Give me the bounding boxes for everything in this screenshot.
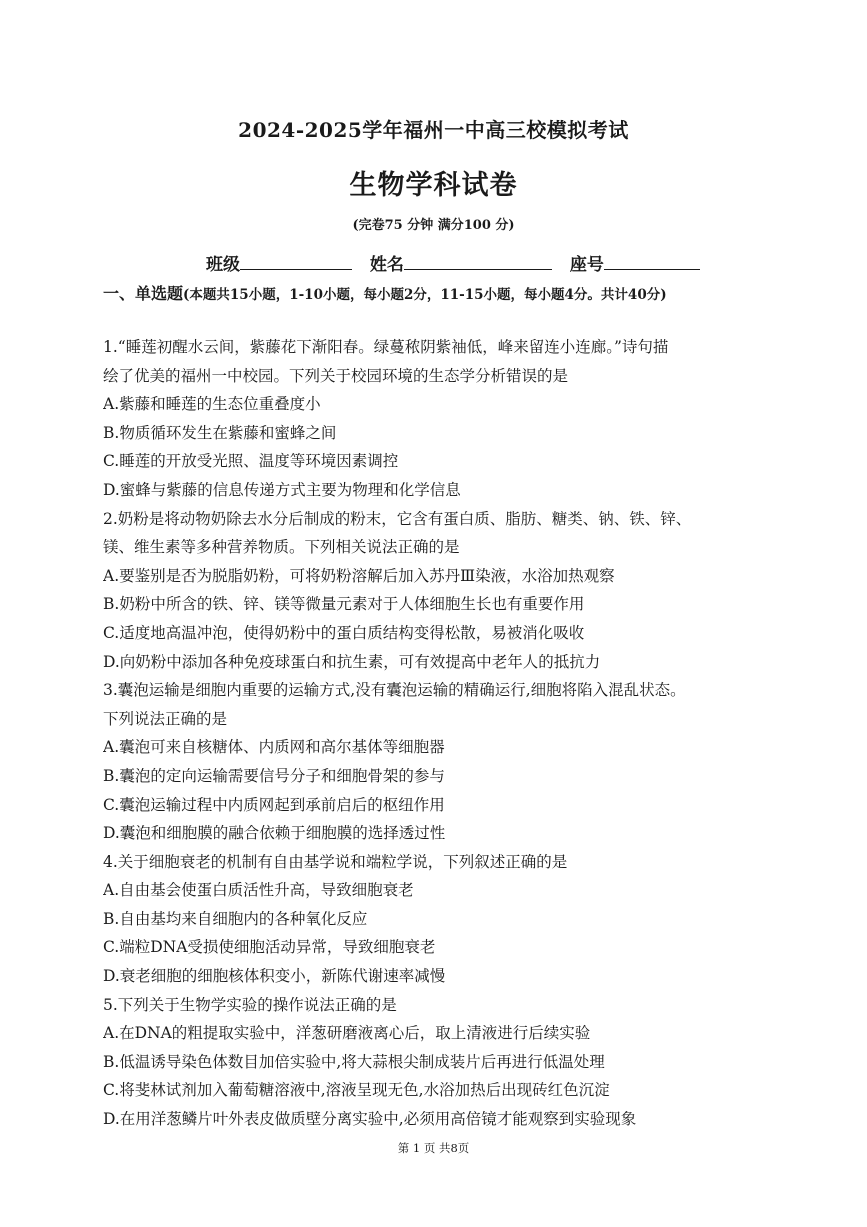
exam-title: 2024-2025学年福州一中高三校模拟考试 <box>238 118 629 142</box>
section-heading: 一、单选题 <box>103 284 184 303</box>
question-4-option-d: D.衰老细胞的细胞核体积变小，新陈代谢速率减慢 <box>103 967 446 986</box>
exam-subtitle: 生物学科试卷 <box>349 170 518 201</box>
question-2-stem-line-2: 镁、维生素等多种营养物质。下列相关说法正确的是 <box>103 538 460 557</box>
question-2-option-d: D.向奶粉中添加各种免疫球蛋白和抗生素，可有效提高中老年人的抵抗力 <box>103 652 601 671</box>
question-3-option-c: C.囊泡运输过程中内质网起到承前启后的枢纽作用 <box>103 795 445 814</box>
question-4-option-b: B.自由基均来自细胞内的各种氧化反应 <box>103 909 368 928</box>
question-5-option-a: A.在DNA的粗提取实验中，洋葱研磨液离心后，取上清液进行后续实验 <box>103 1024 591 1043</box>
student-info-fields <box>206 250 700 275</box>
question-3-option-a: A.囊泡可来自核糖体、内质网和高尔基体等细胞器 <box>103 738 445 757</box>
question-2-option-b: B.奶粉中所含的铁、锌、镁等微量元素对于人体细胞生长也有重要作用 <box>103 595 585 614</box>
name-label: 姓名 <box>369 255 404 275</box>
class-label: 班级 <box>206 255 240 275</box>
question-4-stem-line-1: 4.关于细胞衰老的机制有自由基学说和端粒学说，下列叙述正确的是 <box>103 852 568 871</box>
seat-label: 座号 <box>569 255 604 275</box>
section-header <box>103 281 773 304</box>
question-2-option-c: C.适度地高温冲泡，使得奶粉中的蛋白质结构变得松散，易被消化吸收 <box>103 623 585 642</box>
question-5-option-c: C.将斐林试剂加入葡萄糖溶液中,溶液呈现无色,水浴加热后出现砖红色沉淀 <box>103 1081 610 1100</box>
question-4-option-a: A.自由基会使蛋白质活性升高，导致细胞衰老 <box>103 881 414 900</box>
question-2-stem-line-1: 2.奶粉是将动物奶除去水分后制成的粉末，它含有蛋白质、脂肪、糖类、钠、铁、锌、 <box>103 509 692 528</box>
question-3-option-b: B.囊泡的定向运输需要信号分子和细胞骨架的参与 <box>103 766 445 785</box>
question-3-stem-line-1: 3.囊泡运输是细胞内重要的运输方式,没有囊泡运输的精确运行,细胞将陷入混乱状态。 <box>103 681 686 700</box>
class-blank[interactable] <box>240 252 352 270</box>
question-4-option-c: C.端粒DNA受损使细胞活动异常，导致细胞衰老 <box>103 938 436 957</box>
question-list <box>103 333 767 1134</box>
question-1-option-a: A.紫藤和睡莲的生态位重叠度小 <box>103 395 321 414</box>
question-5-option-b: B.低温诱导染色体数目加倍实验中,将大蒜根尖制成装片后再进行低温处理 <box>103 1052 605 1071</box>
question-1-option-b: B.物质循环发生在紫藤和蜜蜂之间 <box>103 423 337 442</box>
question-3-stem-line-2: 下列说法正确的是 <box>103 709 228 728</box>
exam-meta: (完卷75 分钟 满分100 分) <box>352 218 515 233</box>
name-blank[interactable] <box>404 252 552 270</box>
question-5-option-d: D.在用洋葱鳞片叶外表皮做质壁分离实验中,必须用高倍镜才能观察到实验现象 <box>103 1110 637 1129</box>
question-1-option-c: C.睡莲的开放受光照、温度等环境因素调控 <box>103 452 399 471</box>
section-note: (本题共15小题，1-10小题，每小题2分，11-15小题，每小题4分。共计40分) <box>183 287 667 303</box>
question-3-option-d: D.囊泡和细胞膜的融合依赖于细胞膜的选择透过性 <box>103 824 446 843</box>
question-1-stem-line-2: 绘了优美的福州一中校园。下列关于校园环境的生态学分析错误的是 <box>103 366 569 385</box>
question-1-option-d: D.蜜蜂与紫藤的信息传递方式主要为物理和化学信息 <box>103 480 461 499</box>
question-2-option-a: A.要鉴别是否为脱脂奶粉，可将奶粉溶解后加入苏丹Ⅲ染液，水浴加热观察 <box>103 566 615 585</box>
question-1-stem-line-1: 1.“睡莲初醒水云间，紫藤花下渐阳春。绿蔓秾阴紫袖低，峰来留连小连廊。”诗句描 <box>103 338 669 356</box>
question-5-stem-line-1: 5.下列关于生物学实验的操作说法正确的是 <box>103 995 397 1014</box>
page-footer: 第 1 页 共8页 <box>397 1141 470 1155</box>
seat-blank[interactable] <box>604 252 700 270</box>
